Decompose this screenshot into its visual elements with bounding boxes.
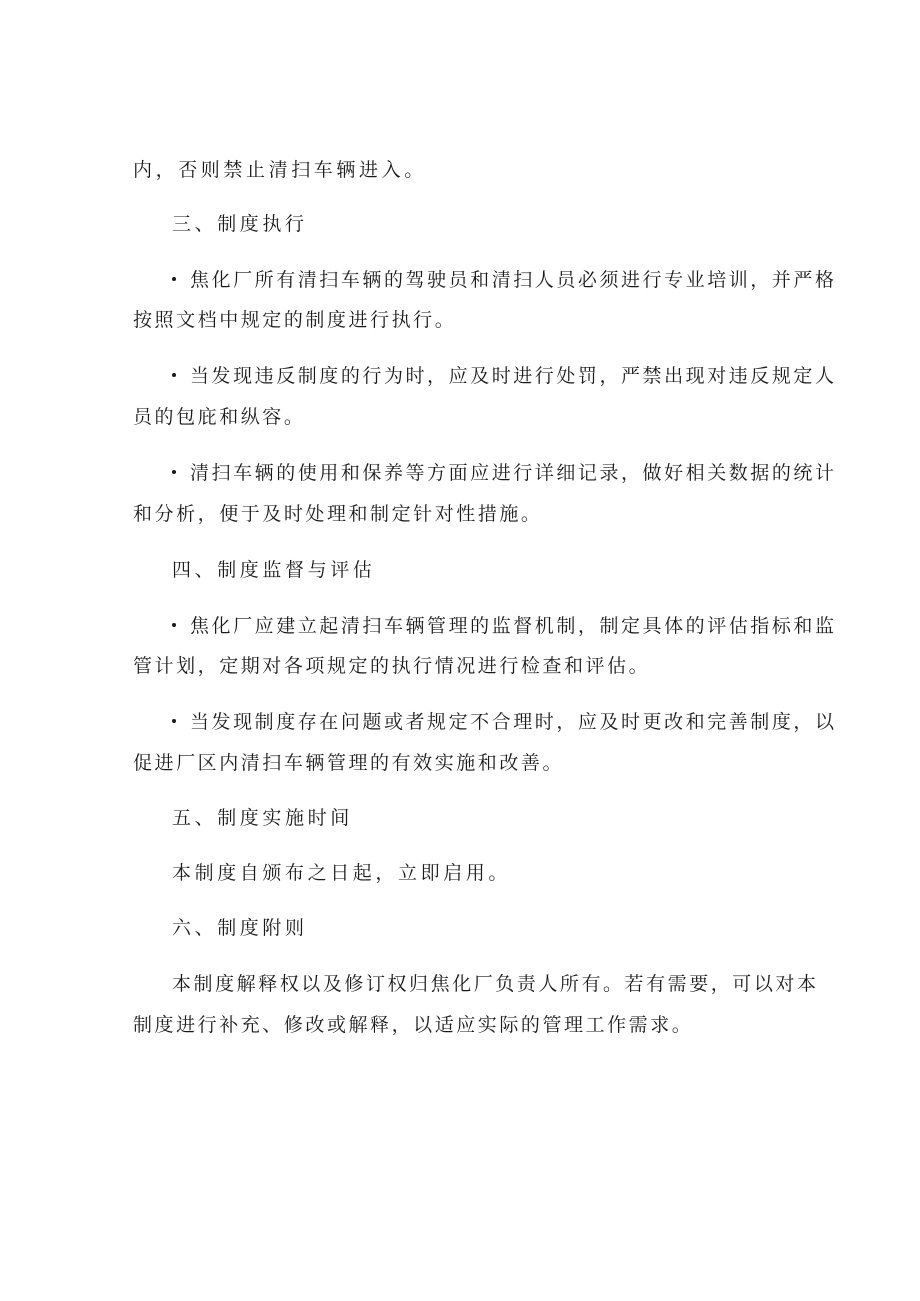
paragraph-implementation-time: 本制度自颁布之日起，立即启用。 (172, 862, 512, 884)
bullet-icon (172, 623, 176, 627)
bullet-item-5-continuation: 促进厂区内清扫车辆管理的有效实施和改善。 (133, 752, 565, 774)
bullet-item-5: 当发现制度存在问题或者规定不合理时，应及时更改和完善制度，以 (172, 710, 792, 734)
section-heading-5: 五、制度实施时间 (172, 807, 353, 829)
bullet-item-3: 清扫车辆的使用和保养等方面应进行详细记录，做好相关数据的统计 (172, 461, 792, 485)
paragraph-continuation: 内，否则禁止清扫车辆进入。 (133, 159, 427, 181)
paragraph-supplementary-rules: 本制度解释权以及修订权归焦化厂负责人所有。若有需要，可以对本 (172, 973, 819, 995)
bullet-icon (172, 277, 176, 281)
bullet-item-2-continuation: 员的包庇和纵容。 (133, 406, 306, 428)
bullet-item-3-continuation: 和分析，便于及时处理和制定针对性措施。 (133, 503, 543, 525)
bullet-item-4: 焦化厂应建立起清扫车辆管理的监督机制，制定具体的评估指标和监 (172, 614, 792, 638)
bullet-item-4-continuation: 管计划，定期对各项规定的执行情况进行检查和评估。 (133, 655, 651, 677)
section-heading-6: 六、制度附则 (172, 917, 308, 939)
bullet-icon (172, 719, 176, 723)
bullet-item-1: 焦化厂所有清扫车辆的驾驶员和清扫人员必须进行专业培训，并严格 (172, 268, 792, 292)
section-heading-3: 三、制度执行 (172, 213, 308, 235)
paragraph-supplementary-rules-continuation: 制度进行补充、修改或解释，以适应实际的管理工作需求。 (133, 1014, 694, 1036)
bullet-item-1-continuation: 按照文档中规定的制度进行执行。 (133, 309, 457, 331)
section-heading-4: 四、制度监督与评估 (172, 559, 376, 581)
bullet-icon (172, 373, 176, 377)
bullet-item-2: 当发现违反制度的行为时，应及时进行处罚，严禁出现对违反规定人 (172, 364, 792, 388)
bullet-icon (172, 470, 176, 474)
